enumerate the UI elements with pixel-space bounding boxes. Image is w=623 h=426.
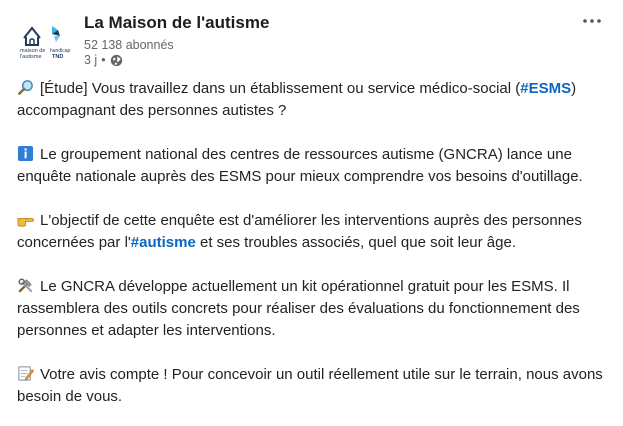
- post-paragraph-1: [17, 78, 613, 122]
- ellipsis-icon: [582, 18, 602, 24]
- meta-separator: •: [101, 53, 106, 67]
- globe-icon: [110, 54, 123, 67]
- post-header: [0, 0, 623, 76]
- logo-text-right-1: handicap: [50, 48, 71, 54]
- organization-name[interactable]: La Maison de l'autisme: [84, 13, 270, 32]
- paragraph-1-text-after: ) accompagnant des personnes autistes ?: [17, 80, 577, 119]
- post-meta: [84, 53, 123, 67]
- magnifier-icon: [17, 79, 34, 96]
- logo-text-left-2: l'autisme: [20, 54, 42, 60]
- memo-icon: [17, 365, 34, 382]
- post-paragraph-3: [17, 210, 613, 254]
- post-paragraph-4: [17, 276, 613, 342]
- hashtag-autisme-link[interactable]: #autisme: [130, 234, 196, 251]
- post-body: [17, 78, 613, 426]
- logo-text-right-2: TND: [52, 54, 64, 60]
- paragraph-4-text: Le GNCRA développe actuellement un kit opérationnel gratuit pour les ESMS. Il rassemblera des outils concrets pour réaliser des évaluations du fonctionnement des personnes et adapter les interventions.: [17, 278, 580, 339]
- pointing-hand-icon: [17, 211, 34, 228]
- logo-text-left-1: maison de: [20, 48, 46, 54]
- post-time: 3 j: [84, 53, 98, 67]
- paragraph-2-text: Le groupement national des centres de ressources autisme (GNCRA) lance une enquête nationale auprès des ESMS pour mieux comprendre vos besoins d'outillage.: [17, 146, 583, 185]
- post-paragraph-2: [17, 144, 613, 188]
- paragraph-3-text-before: L'objectif de cette enquête est d'améliorer les interventions auprès des personnes concernées par l': [17, 212, 582, 251]
- more-options-button[interactable]: [577, 10, 607, 32]
- info-icon: [17, 145, 34, 162]
- paragraph-5-text: Votre avis compte ! Pour concevoir un outil réellement utile sur le terrain, nous avons besoin de vous.: [17, 366, 603, 405]
- paragraph-1-text-before: [Étude] Vous travaillez dans un établissement ou service médico-social (: [40, 80, 521, 97]
- organization-logo[interactable]: [18, 14, 74, 62]
- tools-icon: [17, 277, 34, 294]
- paragraph-3-text-after: et ses troubles associés, quel que soit leur âge.: [195, 234, 516, 251]
- post-paragraph-5: [17, 364, 613, 408]
- follower-count: 52 138 abonnés: [84, 38, 174, 52]
- hashtag-esms-link[interactable]: #ESMS: [520, 80, 572, 97]
- maison-autisme-logo-icon: [18, 14, 74, 62]
